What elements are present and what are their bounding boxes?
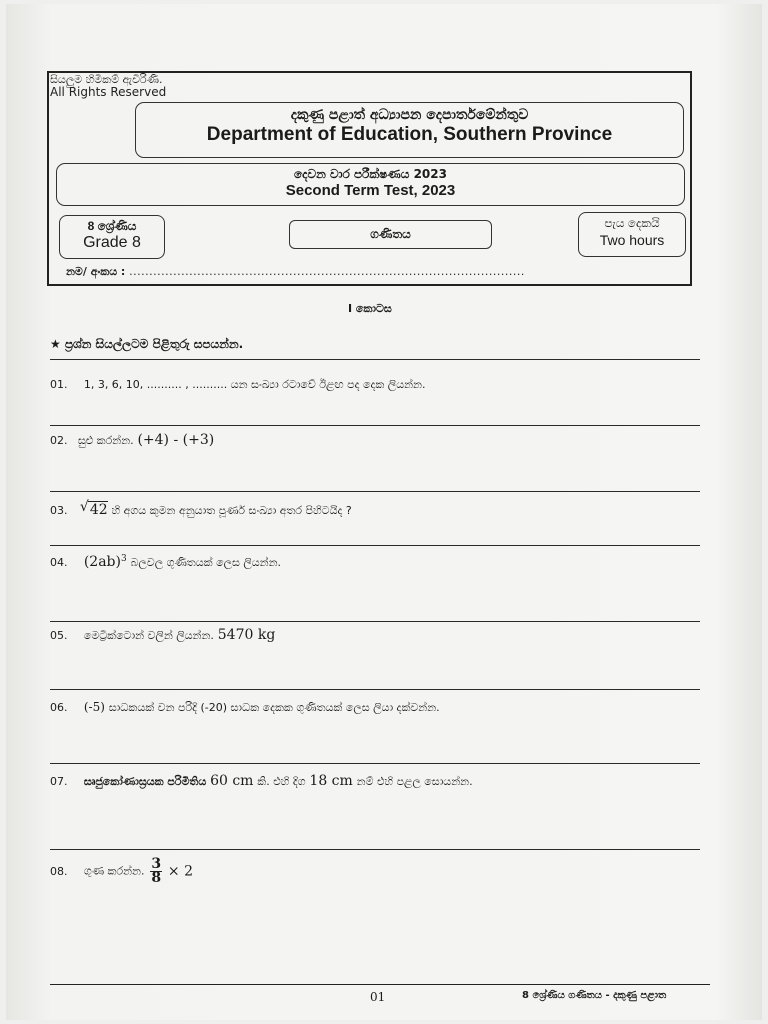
question-text: ගුණ කරන්න. [83,864,145,878]
exam-title-box [56,163,685,206]
grade-sinhala: 8 ශ්‍රේණිය [87,219,137,233]
grade-english: Grade 8 [83,234,141,251]
question-text-b: කි. එහි දිග [257,775,306,788]
question-number: 01. [50,378,68,391]
footer-subject: 8 ශ්‍රේණිය ගණිතය - දකුණු පළාත [522,990,667,1001]
question-06 [50,700,440,715]
question-text: බලවල ගුණිතයක් ලෙස ලියන්න. [130,556,282,569]
answer-line [50,689,700,690]
answer-line [50,491,700,492]
exam-title-english: Second Term Test, 2023 [285,182,456,199]
radical-sign: √ [79,499,89,515]
question-text-a: සෘජුකෝණාස්‍රයක පරිමිතිය [83,775,207,788]
question-number: 08. [50,865,68,878]
answer-line [50,621,700,622]
answer-line [50,763,700,764]
perimeter-value: 60 cm [210,773,254,789]
question-text: මෙට්‍රික්ටොන් වලින් ලියන්න. [83,629,214,642]
question-number: 07. [50,775,68,788]
question-expression: (+4) - (+3) [137,432,215,448]
fraction-numerator: 3 [151,856,162,872]
question-number: 02. [50,434,68,447]
subject-box [289,220,492,249]
question-number: 06. [50,701,68,714]
question-07 [50,773,473,789]
question-text: සුළු කරන්න. [77,434,134,447]
length-value: 18 cm [309,773,353,789]
duration-english: Two hours [599,232,665,248]
radicand: 42 [89,502,108,518]
page-number: 01 [370,990,386,1004]
duration-sinhala: පැය දෙකයි [604,216,660,230]
question-text: 1, 3, 6, 10, .......... , .......... යන සංඛ්‍යා රටාවේ ඊළඟ පද දෙක ලියන්න. [83,378,426,391]
question-08 [50,858,193,885]
question-number: 03. [50,504,68,517]
copyright-sinhala: සියලුම හිමිකම් ඇවිරිණි. [50,73,163,86]
question-expression: 5470 kg [217,627,276,643]
instruction-text: ★ ප්‍රශ්න සියල්ලටම පිළිතුරු සපයන්න. [50,337,244,351]
answer-line [50,425,700,426]
question-expression: (2ab) [83,554,121,570]
exponent: 3 [120,554,127,564]
question-text: සාධකයක් වන පරිදි (-20) සාධක දෙකක ගුණිතයක් ලෙස ලියා දක්වන්න. [108,701,440,714]
department-name-english: Department of Education, Southern Province [206,124,613,145]
question-03 [50,499,352,518]
grade-box [59,215,165,259]
question-04 [50,554,281,570]
department-name-sinhala: දකුණු පළාත් අධ්‍යාපන දෙපාර්තමේන්තුව [290,107,529,123]
question-01 [50,377,425,392]
copyright-notice [50,73,166,99]
question-expression: (-5) [83,700,105,714]
square-root [79,499,108,518]
question-text: හි අගය කුමන අනුයාත පූර්ණ සංඛ්‍යා අතර පිහිටයිද ? [111,504,352,517]
question-05 [50,627,275,643]
exam-title-sinhala: දෙවන වාර පරීක්ෂණය 2023 [294,167,447,181]
question-02 [50,432,214,448]
question-text-c: නම් එහි පළල සොයන්න. [356,775,473,788]
department-box [135,102,684,158]
answer-line [50,359,700,360]
name-number-field[interactable] [66,265,525,279]
copyright-english: All Rights Reserved [50,85,167,99]
question-number: 04. [50,556,68,569]
duration-box [578,212,686,257]
question-number: 05. [50,629,68,642]
question-expression: × 2 [167,863,193,880]
fraction-denominator: 8 [151,870,162,886]
fraction [150,858,162,885]
answer-line [50,849,700,850]
part-title: I කොටස [348,302,392,315]
name-dots: ................................................................................................... [129,265,525,278]
name-label: නම/ අංකය : [66,265,126,278]
footer-rule [50,984,710,985]
answer-line [50,545,700,546]
subject-name: ගණිතය [370,227,411,241]
